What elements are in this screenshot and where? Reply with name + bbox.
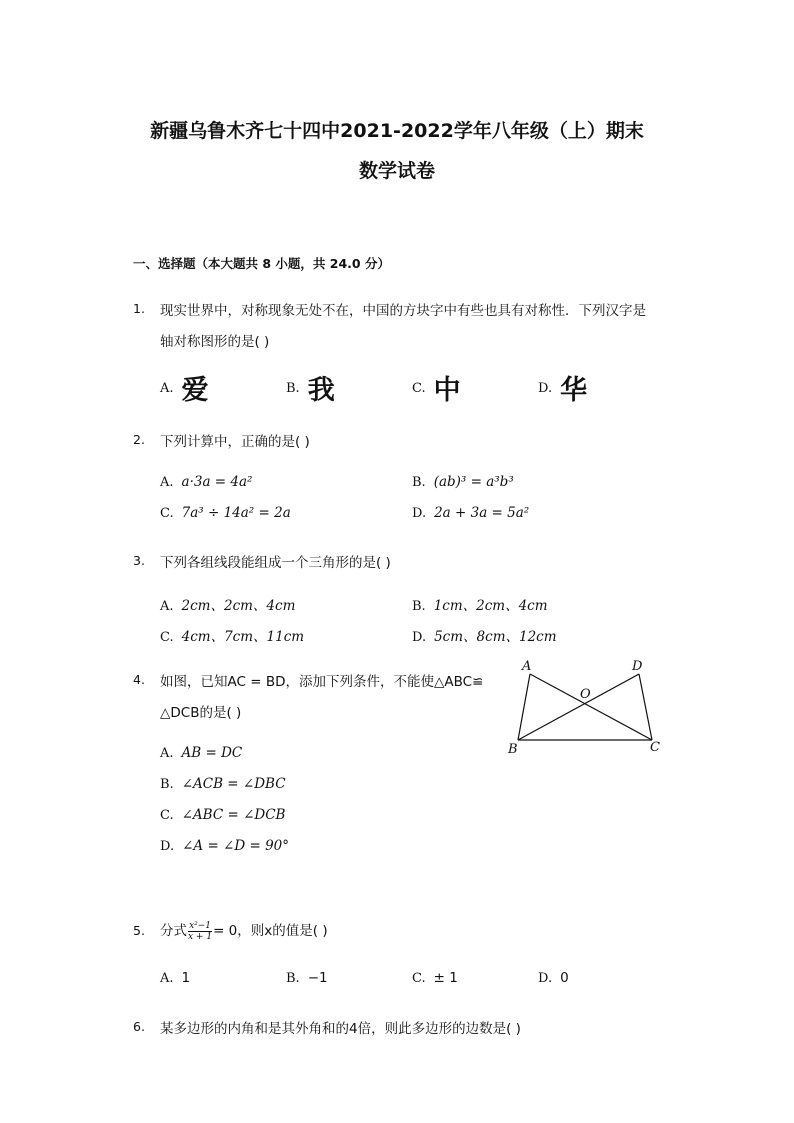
option-label: A. bbox=[160, 746, 174, 761]
q5-option-d bbox=[538, 970, 569, 986]
option-value: a·3a = 4a² bbox=[181, 474, 253, 490]
option-value: ∠ACB = ∠DBC bbox=[181, 776, 286, 792]
fraction-numerator: x²−1 bbox=[189, 920, 212, 931]
q4-option-b bbox=[160, 776, 286, 792]
option-value: ∠ABC = ∠DCB bbox=[181, 807, 286, 823]
option-label: D. bbox=[538, 380, 553, 396]
option-label: B. bbox=[286, 971, 300, 986]
option-value: 2cm、2cm、4cm bbox=[181, 598, 296, 614]
option-value: AB = DC bbox=[181, 745, 243, 761]
option-value: 5cm、8cm、12cm bbox=[434, 629, 557, 645]
point-label-b: B bbox=[508, 742, 518, 757]
question-2-text: 下列计算中，正确的是( ) bbox=[160, 434, 310, 450]
segment-bd bbox=[518, 674, 639, 740]
question-number-2: 2. bbox=[133, 432, 145, 447]
q2-option-d bbox=[412, 505, 529, 521]
q3-option-a bbox=[160, 594, 295, 614]
section-heading: 一、选择题（本大题共 8 小题，共 24.0 分） bbox=[133, 256, 390, 271]
option-label: B. bbox=[160, 777, 174, 792]
option-value: ∠A = ∠D = 90° bbox=[182, 838, 290, 854]
point-label-d: D bbox=[632, 659, 643, 674]
question-5-text bbox=[160, 919, 328, 942]
q2-option-a bbox=[160, 474, 252, 490]
q5-prefix: 分式 bbox=[160, 923, 187, 939]
option-label: D. bbox=[538, 971, 553, 986]
segment-cd bbox=[639, 674, 652, 740]
q3-option-d bbox=[412, 625, 557, 645]
point-label-o: O bbox=[580, 687, 591, 702]
option-value: 1cm、2cm、4cm bbox=[433, 598, 548, 614]
option-label: A. bbox=[160, 380, 174, 396]
option-label: C. bbox=[160, 506, 174, 521]
option-value: −1 bbox=[307, 970, 328, 986]
option-value: 0 bbox=[560, 970, 569, 986]
fraction bbox=[188, 921, 212, 942]
option-value: 我 bbox=[307, 375, 335, 406]
q4-option-c bbox=[160, 807, 285, 823]
option-label: A. bbox=[160, 475, 174, 490]
option-value: ± 1 bbox=[433, 970, 458, 986]
q1-option-a bbox=[160, 368, 209, 407]
point-label-a: A bbox=[522, 659, 532, 674]
geometry-figure bbox=[500, 650, 680, 760]
question-number-4: 4. bbox=[133, 672, 145, 687]
option-label: C. bbox=[412, 971, 426, 986]
option-label: B. bbox=[412, 599, 426, 614]
option-label: A. bbox=[160, 971, 174, 986]
q3-option-c bbox=[160, 625, 304, 645]
page-subtitle: 数学试卷 bbox=[358, 160, 435, 182]
option-value: 中 bbox=[433, 375, 461, 406]
q1-option-b bbox=[286, 368, 335, 407]
fraction-denominator: x + 1 bbox=[188, 931, 213, 942]
q2-option-b bbox=[412, 474, 514, 490]
option-value: (ab)³ = a³b³ bbox=[433, 474, 514, 490]
q2-option-c bbox=[160, 505, 291, 521]
q1-option-c bbox=[412, 368, 461, 407]
question-1-text-line1: 现实世界中，对称现象无处不在，中国的方块字中有些也具有对称性．下列汉字是 bbox=[160, 303, 646, 319]
option-label: C. bbox=[412, 380, 426, 396]
point-label-c: C bbox=[650, 740, 660, 755]
question-number-5: 5. bbox=[133, 923, 145, 938]
question-6-text: 某多边形的内角和是其外角和的4倍，则此多边形的边数是( ) bbox=[160, 1021, 521, 1037]
option-value: 7a³ ÷ 14a² = 2a bbox=[181, 505, 291, 521]
option-label: B. bbox=[286, 380, 300, 396]
question-4-text-line2: △DCB的是( ) bbox=[160, 705, 242, 721]
option-label: C. bbox=[160, 808, 174, 823]
option-value: 2a + 3a = 5a² bbox=[434, 505, 530, 521]
option-value: 1 bbox=[181, 970, 191, 986]
page-title: 新疆乌鲁木齐七十四中2021-2022学年八年级（上）期末 bbox=[150, 120, 644, 142]
option-value: 爱 bbox=[181, 375, 209, 406]
option-label: D. bbox=[412, 506, 427, 521]
option-label: D. bbox=[160, 839, 175, 854]
q4-option-a bbox=[160, 745, 242, 761]
q5-option-b bbox=[286, 970, 328, 986]
segment-ac bbox=[530, 674, 652, 740]
option-value: 华 bbox=[560, 375, 588, 406]
question-number-6: 6. bbox=[133, 1019, 145, 1034]
option-value: 4cm、7cm、11cm bbox=[181, 629, 305, 645]
question-number-1: 1. bbox=[133, 301, 145, 316]
option-label: B. bbox=[412, 475, 426, 490]
q1-option-d bbox=[538, 368, 587, 407]
question-3-text: 下列各组线段能组成一个三角形的是( ) bbox=[160, 555, 391, 571]
segment-ab bbox=[518, 674, 530, 740]
question-1-text-line2: 轴对称图形的是( ) bbox=[160, 334, 270, 350]
q5-option-a bbox=[160, 970, 190, 986]
option-label: D. bbox=[412, 630, 427, 645]
question-4-text-line1: 如图，已知AC = BD，添加下列条件，不能使△ABC≌ bbox=[160, 674, 484, 690]
option-label: C. bbox=[160, 630, 174, 645]
q4-option-d bbox=[160, 838, 289, 854]
q3-option-b bbox=[412, 594, 548, 614]
q5-suffix: = 0，则x的值是( ) bbox=[213, 923, 328, 939]
option-label: A. bbox=[160, 599, 174, 614]
q5-option-c bbox=[412, 970, 458, 986]
question-number-3: 3. bbox=[133, 553, 145, 568]
